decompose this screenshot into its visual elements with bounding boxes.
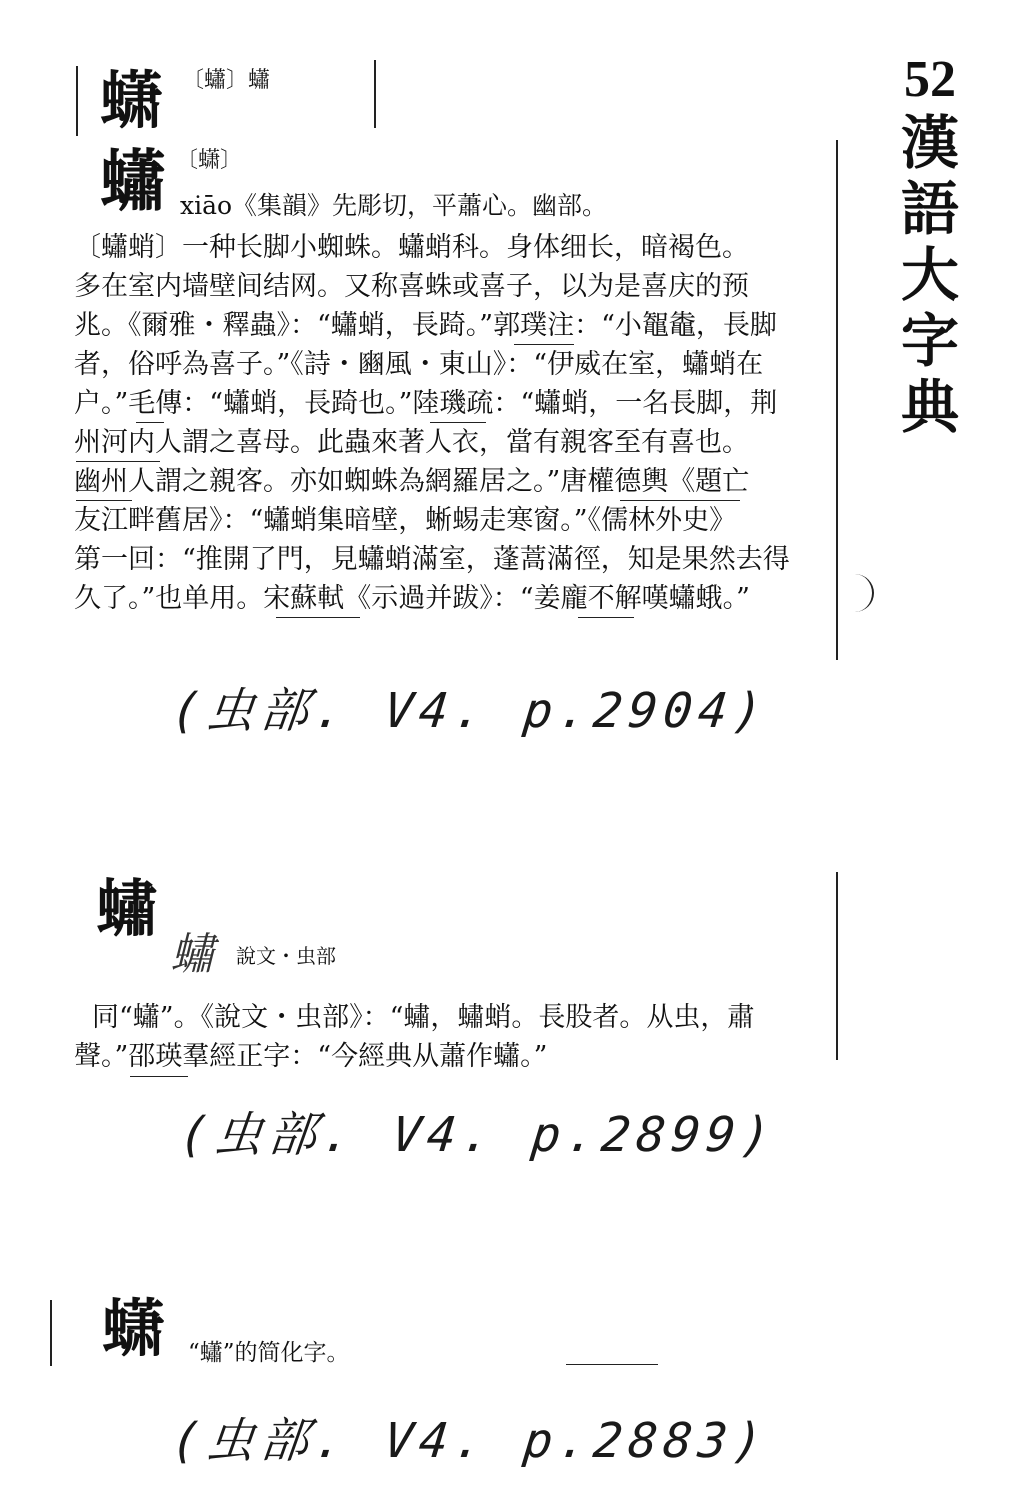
definition-line: 幽州人謂之親客。亦如蜘蛛為網羅居之。”唐權德輿《題亡 <box>74 466 750 497</box>
variant-note: 〔蠨〕蠨 <box>182 68 271 93</box>
title-char: 字 <box>900 307 959 375</box>
definition-block <box>74 998 834 1076</box>
clip-border <box>50 1300 52 1366</box>
handwritten-reference: (虫部. V4. p.2883) <box>168 1413 772 1469</box>
title-char: 語 <box>900 175 959 243</box>
name-underline <box>514 344 574 345</box>
definition-line: 州河内人謂之喜母。此蟲來著人衣，當有親客至有喜也。 <box>74 427 749 458</box>
definition-line: 兆。《爾雅・釋蟲》：“蠨蛸，長踦。”郭璞注：“小鼅鼄，長脚 <box>74 310 777 341</box>
name-underline <box>430 422 486 423</box>
definition-line: 聲。”邵瑛羣經正字：“今經典从蕭作蠨。” <box>74 1041 548 1072</box>
definition-line: 第一回：“推開了門，見蠨蛸滿室，蓬蒿滿徑，知是果然去得 <box>74 544 790 575</box>
handwritten-reference: (虫部. V4. p.2904) <box>168 683 772 739</box>
variant-head-char: 蟏 <box>100 64 161 137</box>
page-number: 52 <box>904 51 956 108</box>
handwritten-reference: (虫部. V4. p.2899) <box>176 1107 780 1163</box>
name-underline <box>276 617 360 618</box>
name-underline <box>76 461 160 462</box>
seal-script-char: 蟰 <box>170 929 214 980</box>
cut-line <box>566 1364 658 1365</box>
name-underline <box>578 617 634 618</box>
name-underline <box>136 422 164 423</box>
clip-border <box>836 140 838 660</box>
clip-border <box>374 60 376 128</box>
definition-line: 〔蠨蛸〕一种长脚小蜘蛛。蠨蛸科。身体细长，暗褐色。 <box>74 232 749 263</box>
definition-line: 友江畔舊居》：“蠨蛸集暗壁，蜥蜴走寒窗。”《儒林外史》 <box>74 505 737 536</box>
head-char: 蟰 <box>96 872 157 945</box>
title-char: 大 <box>900 241 959 309</box>
definition-line: 同“蠨”。《說文・虫部》：“蟰，蟰蛸。長股者。从虫，肅 <box>92 1002 755 1033</box>
dictionary-title-sidebar <box>888 50 972 440</box>
title-char: 漢 <box>900 109 959 177</box>
name-underline <box>76 500 132 501</box>
definition-block <box>74 228 834 618</box>
source-note: 說文・虫部 <box>236 944 336 968</box>
margin-bracket-mark <box>846 574 874 612</box>
clip-border <box>76 66 78 136</box>
definition-line: 久了。”也单用。宋蘇軾《示過并跋》：“姜龐不解嘆蠨蛾。” <box>74 583 750 614</box>
head-note: 〔蟏〕 <box>176 148 243 173</box>
pronunciation-line: xiāo《集韻》先彫切，平蕭心。幽部。 <box>180 191 608 220</box>
name-underline <box>130 1076 188 1077</box>
definition-line: 多在室内墙壁间结网。又称喜蛛或喜子，以为是喜庆的预 <box>74 271 749 302</box>
name-underline <box>620 500 740 501</box>
head-char: 蠨 <box>100 142 164 220</box>
title-char: 典 <box>900 373 959 441</box>
clip-border <box>836 872 838 1060</box>
head-char: 蟏 <box>102 1292 163 1365</box>
definition-line: 户。”毛傳：“蠨蛸，長踦也。”陸璣疏：“蠨蛸，一名長脚，荆 <box>74 388 778 419</box>
simplified-note: “蠨”的简化字。 <box>188 1340 350 1366</box>
definition-line: 者，俗呼為喜子。”《詩・豳風・東山》：“伊威在室，蠨蛸在 <box>74 349 764 380</box>
